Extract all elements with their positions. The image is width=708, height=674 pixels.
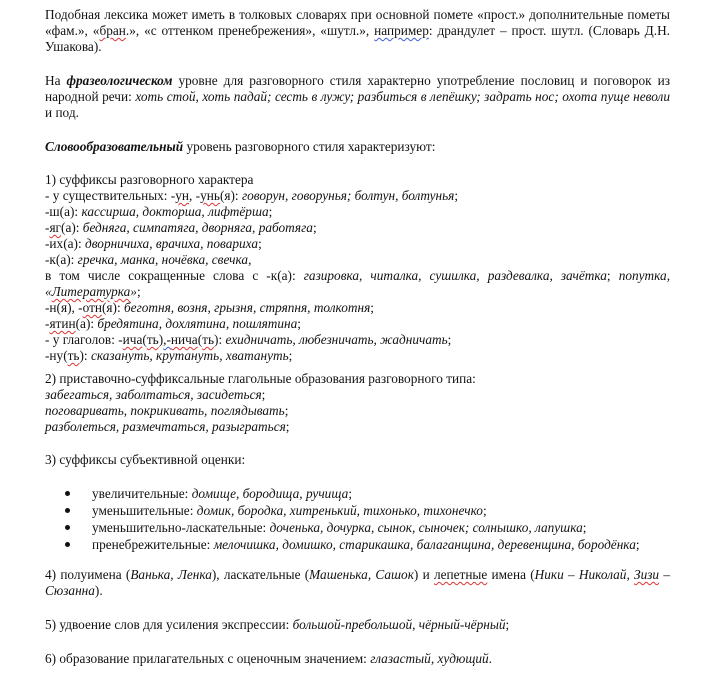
paragraph-phraseological [45,73,670,121]
emphasis-term: Словообразовательный [45,139,184,154]
examples-line: поговаривать, покрикивать, поглядывать; [45,403,289,418]
section-title: 2) приставочно-суффиксальные глагольные образования разговорного типа: [45,371,476,386]
spellcheck-flagged-word[interactable]: Литературка [51,284,131,299]
emphasis-term: фразеологическом [66,73,173,88]
spellcheck-flagged-word[interactable]: отн [82,300,102,315]
examples: беготня, возня, грызня, стряпня, толкотня [124,300,371,315]
examples: ехидничать, любезничать, жадничать [225,332,448,347]
suffix-line: -яг(а): бедняга, симпатяга, дворняга, работяга; [45,220,317,235]
section-subjective-suffixes-title [45,452,670,468]
section-colloquial-suffixes [45,172,670,364]
section-evaluative-adjectives: 6) образование прилагательных с оценочным значением: глазастый, худющий. [45,651,492,666]
spellcheck-flagged-word[interactable]: Зизи [634,567,660,582]
spellcheck-flagged-word[interactable]: ть [67,348,80,363]
list-item: пренебрежительные: мелочишка, домишко, старикашка, балаганщина, деревенщина, бородёнка; [45,536,685,553]
bullet-icon [65,542,70,547]
abbreviation-line: в том числе сокращенные слова с -к(а): газировка, читалка, сушилка, раздевалка, зачётка; попутка, «Литературка»; [45,268,671,299]
spellcheck-flagged-word[interactable]: ятин [49,316,76,331]
examples: дворничиха, врачиха, повариха [84,236,259,251]
paragraph-word-formation [45,139,670,155]
section-names: 4) полуимена (Ванька, Ленка), ласкательные (Машенька, Сашок) и лепетные имена (Ники – Николай, Зизи – Сюзанна). [45,567,670,598]
spellcheck-flagged-word[interactable]: бран [99,23,126,38]
paragraph-dictionary-labels [45,7,670,55]
section-reduplication: 5) удвоение слов для усиления экспрессии: большой-пребольшой, чёрный-чёрный; [45,617,510,632]
examples: говорун, говорунья; болтун, болтунья [241,188,455,203]
section-title: 3) суффиксы субъективной оценки: [45,452,246,467]
subjective-suffixes-list [45,485,685,553]
examples: хоть стой, хоть падай; сесть в лужу; разбиться в лепёшку; задрать нос; охота пуще неволи [135,89,670,104]
spellcheck-flagged-word[interactable]: ть [202,332,215,347]
text: На [45,73,67,88]
examples: попутка, [618,268,671,283]
suffix-line: -к(а): гречка, манка, ночёвка, свечка, [45,252,252,267]
suffix-line: -их(а): дворничиха, врачиха, повариха; [45,236,262,251]
examples: сказануть, крутануть, хватануть [90,348,289,363]
examples: газировка, читалка, сушилка, раздевалка, зачётка [303,268,607,283]
examples-line: забегаться, заболтаться, засидеться; [45,387,266,402]
spellcheck-flagged-word[interactable]: ун [175,188,190,203]
grammar-flagged-word[interactable]: например [374,23,429,38]
suffix-line: - у существительных: -ун, -унь(я): говорун, говорунья; болтун, болтунья; [45,188,459,203]
text: уровень разговорного стиля характеризуют: [183,139,436,154]
text: уровне для разговорного стиля характерно употребление пословиц и поговорок из народной речи: [45,73,670,104]
suffix-line-verbs: - у глаголов: -ича(ть),-нича(ть): ехидничать, любезничать, жадничать; [45,332,452,347]
text: .», «с оттенком пренебрежения», «шутл.», [125,23,375,38]
section-prefix-suffix-verbs [45,371,670,435]
text: и под. [45,105,79,120]
suffix-line: -ну(ть): сказануть, крутануть, хватануть; [45,348,293,363]
examples: гречка, манка, ночёвка, свечка [77,252,249,267]
spellcheck-flagged-word[interactable]: унь [200,188,220,203]
spellcheck-flagged-word[interactable]: яг [49,220,62,235]
bullet-icon [65,525,70,530]
section-title: 1) суффиксы разговорного характера [45,172,254,187]
list-item: уменьшительно-ласкательные: доченька, дочурка, сынок, сыночек; солнышко, лапушка; [45,519,685,536]
suffix-line: -ятин(а): бредятина, дохлятина, пошлятина; [45,316,301,331]
text: Подобная лексика может иметь в толковых словарях при основной помете «прост.» дополнительные пометы «фам.», « [45,7,670,38]
examples: бедняга, симпатяга, дворняга, работяга [82,220,313,235]
examples: кассирша, докторша, лифтёрша [81,204,269,219]
list-item: уменьшительные: домик, бородка, хитренький, тихонько, тихонечко; [45,502,685,519]
text: : драндулет – прост. шутл. (Словарь Д.Н. Ушакова). [45,23,670,54]
bullet-icon [65,508,70,513]
spellcheck-flagged-word[interactable]: ть [146,332,159,347]
bullet-icon [65,491,70,496]
suffix-line: -ш(а): кассирша, докторша, лифтёрша; [45,204,273,219]
examples: бредятина, дохлятина, пошлятина [97,316,298,331]
spellcheck-flagged-word[interactable]: ича [122,332,143,347]
suffix-line: -н(я), -отн(я): беготня, возня, грызня, стряпня, толкотня; [45,300,374,315]
grammar-flagged-word[interactable]: ,- [163,332,171,347]
examples-line: разболеться, размечтаться, разыграться; [45,419,290,434]
list-item: увеличительные: домище, бородища, ручища; [45,485,685,502]
spellcheck-flagged-word[interactable]: лепетные [433,567,488,582]
spellcheck-flagged-word[interactable]: нича [170,332,198,347]
